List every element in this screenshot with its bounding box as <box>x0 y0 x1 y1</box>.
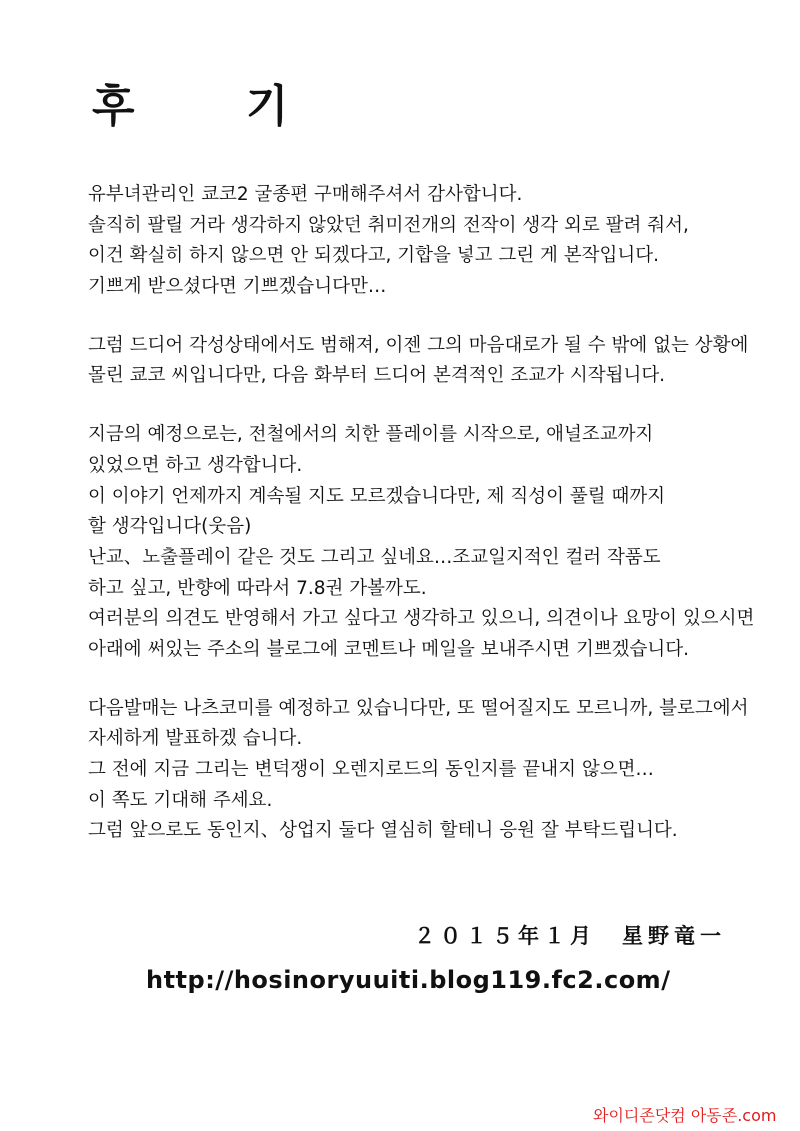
text-line: 난교、노출플레이 같은 것도 그리고 싶네요…조교일지적인 컬러 작품도 <box>88 546 661 568</box>
text-line: 그럼 드디어 각성상태에서도 범해져, 이젠 그의 마음대로가 될 수 밖에 없는 상황에 <box>88 334 749 356</box>
paragraph-gap <box>88 303 788 331</box>
text-line: 몰린 쿄코 씨입니다만, 다음 화부터 드디어 본격적인 조교가 시작됩니다. <box>88 365 666 387</box>
text-line: 다음발매는 나츠코미를 예정하고 있습니다만, 또 떨어질지도 모르니까, 블로그에서 <box>88 697 749 719</box>
text-line: 이 이야기 언제까지 계속될 지도 모르겠습니다만, 제 직성이 풀릴 때까지 <box>88 485 666 507</box>
text-line: 솔직히 팔릴 거라 생각하지 않았던 취미전개의 전작이 생각 외로 팔려 줘서, <box>88 214 689 236</box>
text-line: 자세하게 발표하겠 습니다. <box>88 728 303 750</box>
afterword-body <box>88 180 788 847</box>
text-line: 하고 싶고, 반향에 따라서 7.8권 가볼까도. <box>88 577 427 599</box>
paragraph-gap <box>88 666 788 694</box>
text-line: 있었으면 하고 생각합니다. <box>88 454 303 476</box>
site-watermark: 와이디존닷컴 아동존.com <box>593 1106 777 1125</box>
text-line: 이건 확실히 하지 않으면 안 되겠다고, 기합을 넣고 그린 게 본작입니다. <box>88 245 659 267</box>
text-line: 유부녀관리인 쿄코2 굴종편 구매해주셔서 감사합니다. <box>88 184 523 205</box>
text-line: 그럼 앞으로도 동인지、상업지 둘다 열심히 할테니 응원 잘 부탁드립니다. <box>88 820 678 842</box>
text-line: 할 생각입니다(웃음) <box>88 516 252 538</box>
paragraph-gap <box>88 392 788 420</box>
blog-url[interactable]: http://hosinoryuuiti.blog119.fc2.com/ <box>146 966 671 994</box>
text-line: 그 전에 지금 그리는 변덕쟁이 오렌지로드의 동인지를 끝내지 않으면… <box>88 759 654 780</box>
text-line: 이 쪽도 기대해 주세요. <box>88 789 273 811</box>
text-line: 여러분의 의견도 반영해서 가고 싶다고 생각하고 있으니, 의견이나 요망이 있으시면 <box>88 608 755 630</box>
text-line: 아래에 써있는 주소의 블로그에 코멘트나 메일을 보내주시면 기쁘겠습니다. <box>88 638 690 660</box>
text-line: 지금의 예정으로는, 전철에서의 치한 플레이를 시작으로, 애널조교까지 <box>88 424 654 446</box>
text-line: 기쁘게 받으셨다면 기쁘겠습니다만… <box>88 276 387 298</box>
page-title: 후 기 <box>92 81 337 132</box>
signature-date-author: ２０１５年１月 星野竜一 <box>414 924 726 948</box>
